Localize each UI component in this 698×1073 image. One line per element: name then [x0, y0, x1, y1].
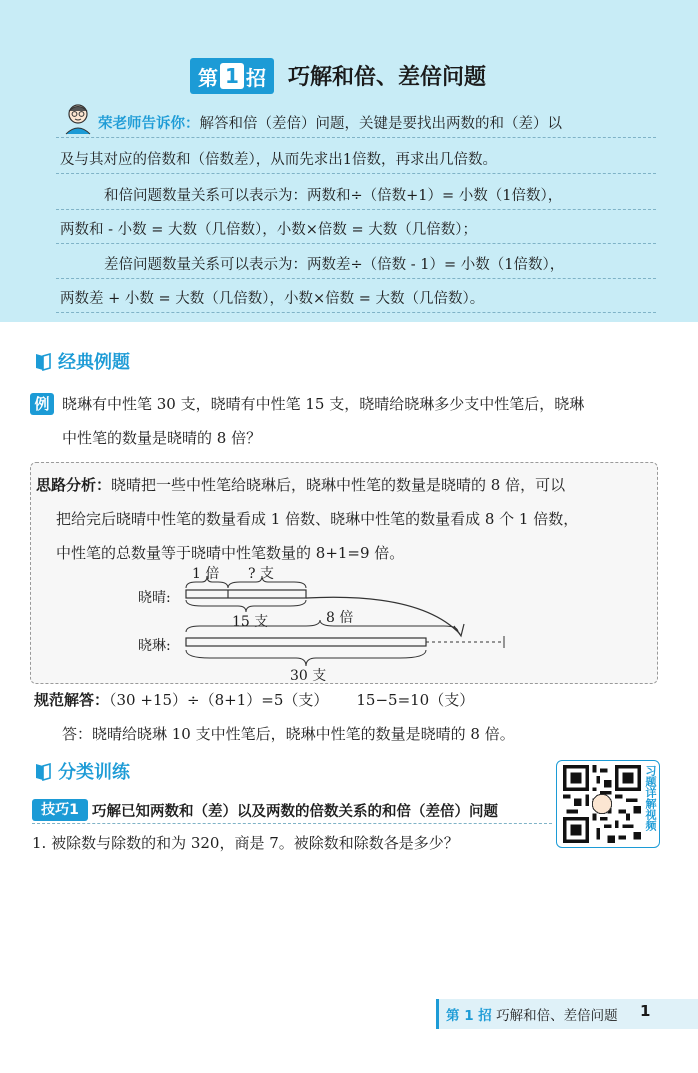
- solution-formula-1: （30 +15）÷（8+1）=5（支）: [109, 691, 329, 709]
- analysis-line-2: 把给完后晓晴中性笔的数量看成 1 倍数、晓琳中性笔的数量看成 8 个 1 倍数，: [56, 510, 579, 528]
- tip-text-2: 及与其对应的倍数和（倍数差），从而先求出1倍数，再求出几倍数。: [60, 152, 497, 168]
- solution-answer: 答：晓晴给晓琳 10 支中性笔后，晓琳中性笔的数量是晓晴的 8 倍。: [62, 725, 515, 743]
- qing-bar: [186, 590, 306, 598]
- classic-section-heading: [34, 348, 130, 374]
- page-number: 1: [640, 1002, 651, 1020]
- book-icon: [34, 761, 52, 781]
- tip-rule-6: [56, 312, 656, 313]
- classic-heading-text: 经典例题: [58, 352, 130, 373]
- example-badge: 例: [30, 393, 54, 415]
- footer-chapter: 第 1 招: [446, 1008, 492, 1024]
- footer-title: 巧解和倍、差倍问题: [496, 1008, 618, 1024]
- brace-qing-total: [186, 600, 306, 612]
- qr-code-panel[interactable]: [556, 760, 660, 848]
- tip-text-4: 两数和 - 小数 = 大数（几倍数），小数×倍数 = 大数（几倍数）；: [60, 222, 478, 238]
- qr-code-icon[interactable]: [563, 765, 641, 843]
- tip-rule-2: [56, 173, 656, 174]
- lesson-badge: [190, 58, 274, 94]
- brace-eight-times: [186, 620, 458, 632]
- tip-rule-1: [56, 137, 656, 138]
- analysis-text-1: 晓晴把一些中性笔给晓琳后，晓琳中性笔的数量是晓晴的 8 倍，可以: [111, 476, 566, 494]
- training-heading-text: 分类训练: [58, 762, 130, 783]
- analysis-label: 思路分析：: [36, 476, 112, 494]
- diagram-unknown: ? 支: [248, 566, 274, 582]
- training-section-heading: [34, 758, 130, 784]
- skill-rule: [32, 823, 552, 824]
- lesson-badge-number: 1: [220, 63, 244, 89]
- tip-text-6: 两数差 + 小数 = 大数（几倍数），小数×倍数 = 大数（几倍数）。: [60, 291, 485, 307]
- book-icon: [34, 351, 52, 371]
- solution-label: 规范解答：: [34, 691, 110, 709]
- analysis-line-3: 中性笔的总数量等于晓晴中性笔数量的 8+1=9 倍。: [56, 544, 405, 562]
- tip-rule-3: [56, 209, 656, 210]
- tip-text-3: 和倍问题数量关系可以表示为：两数和÷（倍数+1）= 小数（1倍数），: [104, 188, 563, 204]
- lesson-title: 巧解和倍、差倍问题: [288, 65, 487, 90]
- diagram-eight-times: 8 倍: [326, 610, 354, 626]
- tip-text-1: 解答和倍（差倍）问题，关键是要找出两数的和（差）以: [199, 116, 562, 132]
- tip-text-5: 差倍问题数量关系可以表示为：两数差÷（倍数 - 1）= 小数（1倍数），: [104, 257, 565, 273]
- brace-lin-total: [186, 650, 426, 666]
- lin-bar: [186, 638, 426, 646]
- skill-title: 巧解已知两数和（差）以及两数的倍数关系的和倍（差倍）问题: [92, 804, 498, 820]
- diagram-label-lin: 晓琳:: [138, 638, 171, 654]
- segment-diagram: [130, 562, 530, 682]
- solution-formula-2: 15−5=10（支）: [356, 691, 475, 709]
- qr-side-text: 习题详解视频: [644, 765, 657, 831]
- skill-badge: 技巧1: [32, 799, 88, 821]
- footer-text: [446, 1004, 618, 1024]
- analysis-line-1: [36, 475, 565, 495]
- solution-line: [34, 690, 474, 710]
- diagram-lin-total: 30 支: [290, 668, 327, 682]
- example-question-line-1: 晓琳有中性笔 30 支，晓晴有中性笔 15 支，晓晴给晓琳多少支中性笔后，晓琳: [62, 395, 585, 413]
- diagram-qing-total: 15 支: [232, 614, 269, 630]
- tip-label: 荣老师告诉你：: [98, 116, 200, 132]
- tip-line-1: [98, 114, 562, 134]
- tip-rule-4: [56, 243, 656, 244]
- example-question-line-2: 中性笔的数量是晓晴的 8 倍？: [62, 429, 262, 447]
- lesson-badge-suffix: 招: [245, 65, 266, 90]
- tip-rule-5: [56, 278, 656, 279]
- problem-1: 1. 被除数与除数的和为 320，商是 7。被除数和除数各是多少？: [32, 834, 459, 852]
- diagram-label-qing: 晓晴:: [138, 590, 171, 606]
- diagram-one-times: 1 倍: [192, 566, 220, 582]
- teacher-avatar-icon: [60, 100, 96, 136]
- lesson-badge-prefix: 第: [198, 65, 219, 90]
